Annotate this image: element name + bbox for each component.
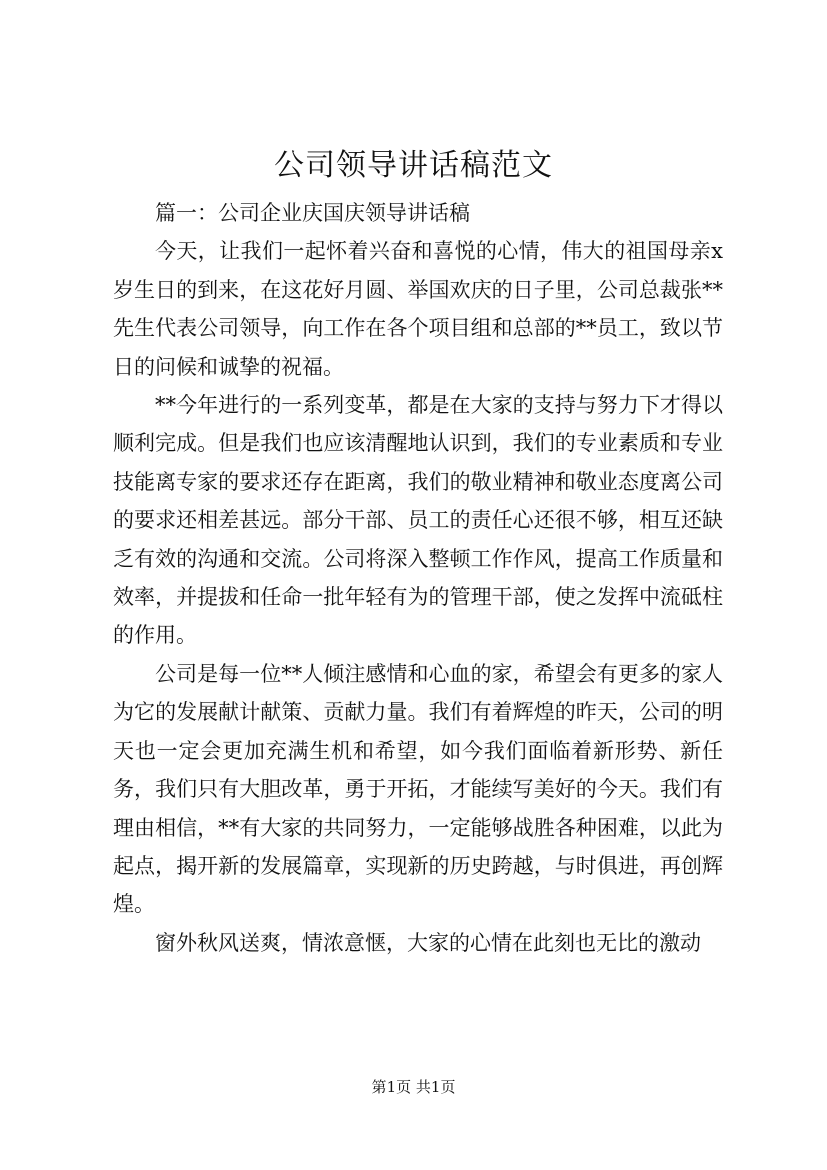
paragraph: **今年进行的一系列变革，都是在大家的支持与努力下才得以顺利完成。但是我们也应该清醒地认识到，我们的专业素质和专业技能离专家的要求还存在距离，我们的敬业精神和敬业态度离公司的要求还相差甚远。部分干部、员工的责任心还很不够，相互还缺乏有效的沟通和交流。公司将深入整顿工作作风，提高工作质量和效率，并提拔和任命一批年轻有为的管理干部，使之发挥中流砥柱的作用。 (113, 393, 723, 648)
section-heading: 篇一：公司企业庆国庆领导讲话稿 (155, 201, 470, 225)
paragraph: 窗外秋风送爽，情浓意惬，大家的心情在此刻也无比的激动 (155, 930, 701, 955)
page-footer (0, 1077, 827, 1097)
footer-page-number: 1 (386, 1078, 397, 1096)
footer-suffix: 页 (440, 1078, 456, 1096)
footer-total-pages: 1 (430, 1078, 441, 1096)
document-title: 公司领导讲话稿范文 (274, 148, 553, 183)
document-body (113, 194, 723, 962)
paragraph: 公司是每一位**人倾注感情和心血的家，希望会有更多的家人为它的发展献计献策、贡献力量。我们有着辉煌的昨天，公司的明天也一定会更加充满生机和希望，如今我们面临着新形势、新任务，我们只有大胆改革，勇于开拓，才能续写美好的今天。我们有理由相信，**有大家的共同努力，一定能够战胜各种困难，以此为起点，揭开新的发展篇章，实现新的历史跨越，与时俱进，再创辉煌。 (113, 661, 723, 917)
footer-mid: 页 共 (396, 1078, 431, 1096)
footer-prefix: 第 (371, 1078, 387, 1096)
paragraph: 今天，让我们一起怀着兴奋和喜悦的心情，伟大的祖国母亲x岁生日的到来，在这花好月圆、举国欢庆的日子里，公司总裁张**先生代表公司领导，向工作在各个项目组和总部的**员工，致以节日的问候和诚挚的祝福。 (113, 239, 723, 379)
